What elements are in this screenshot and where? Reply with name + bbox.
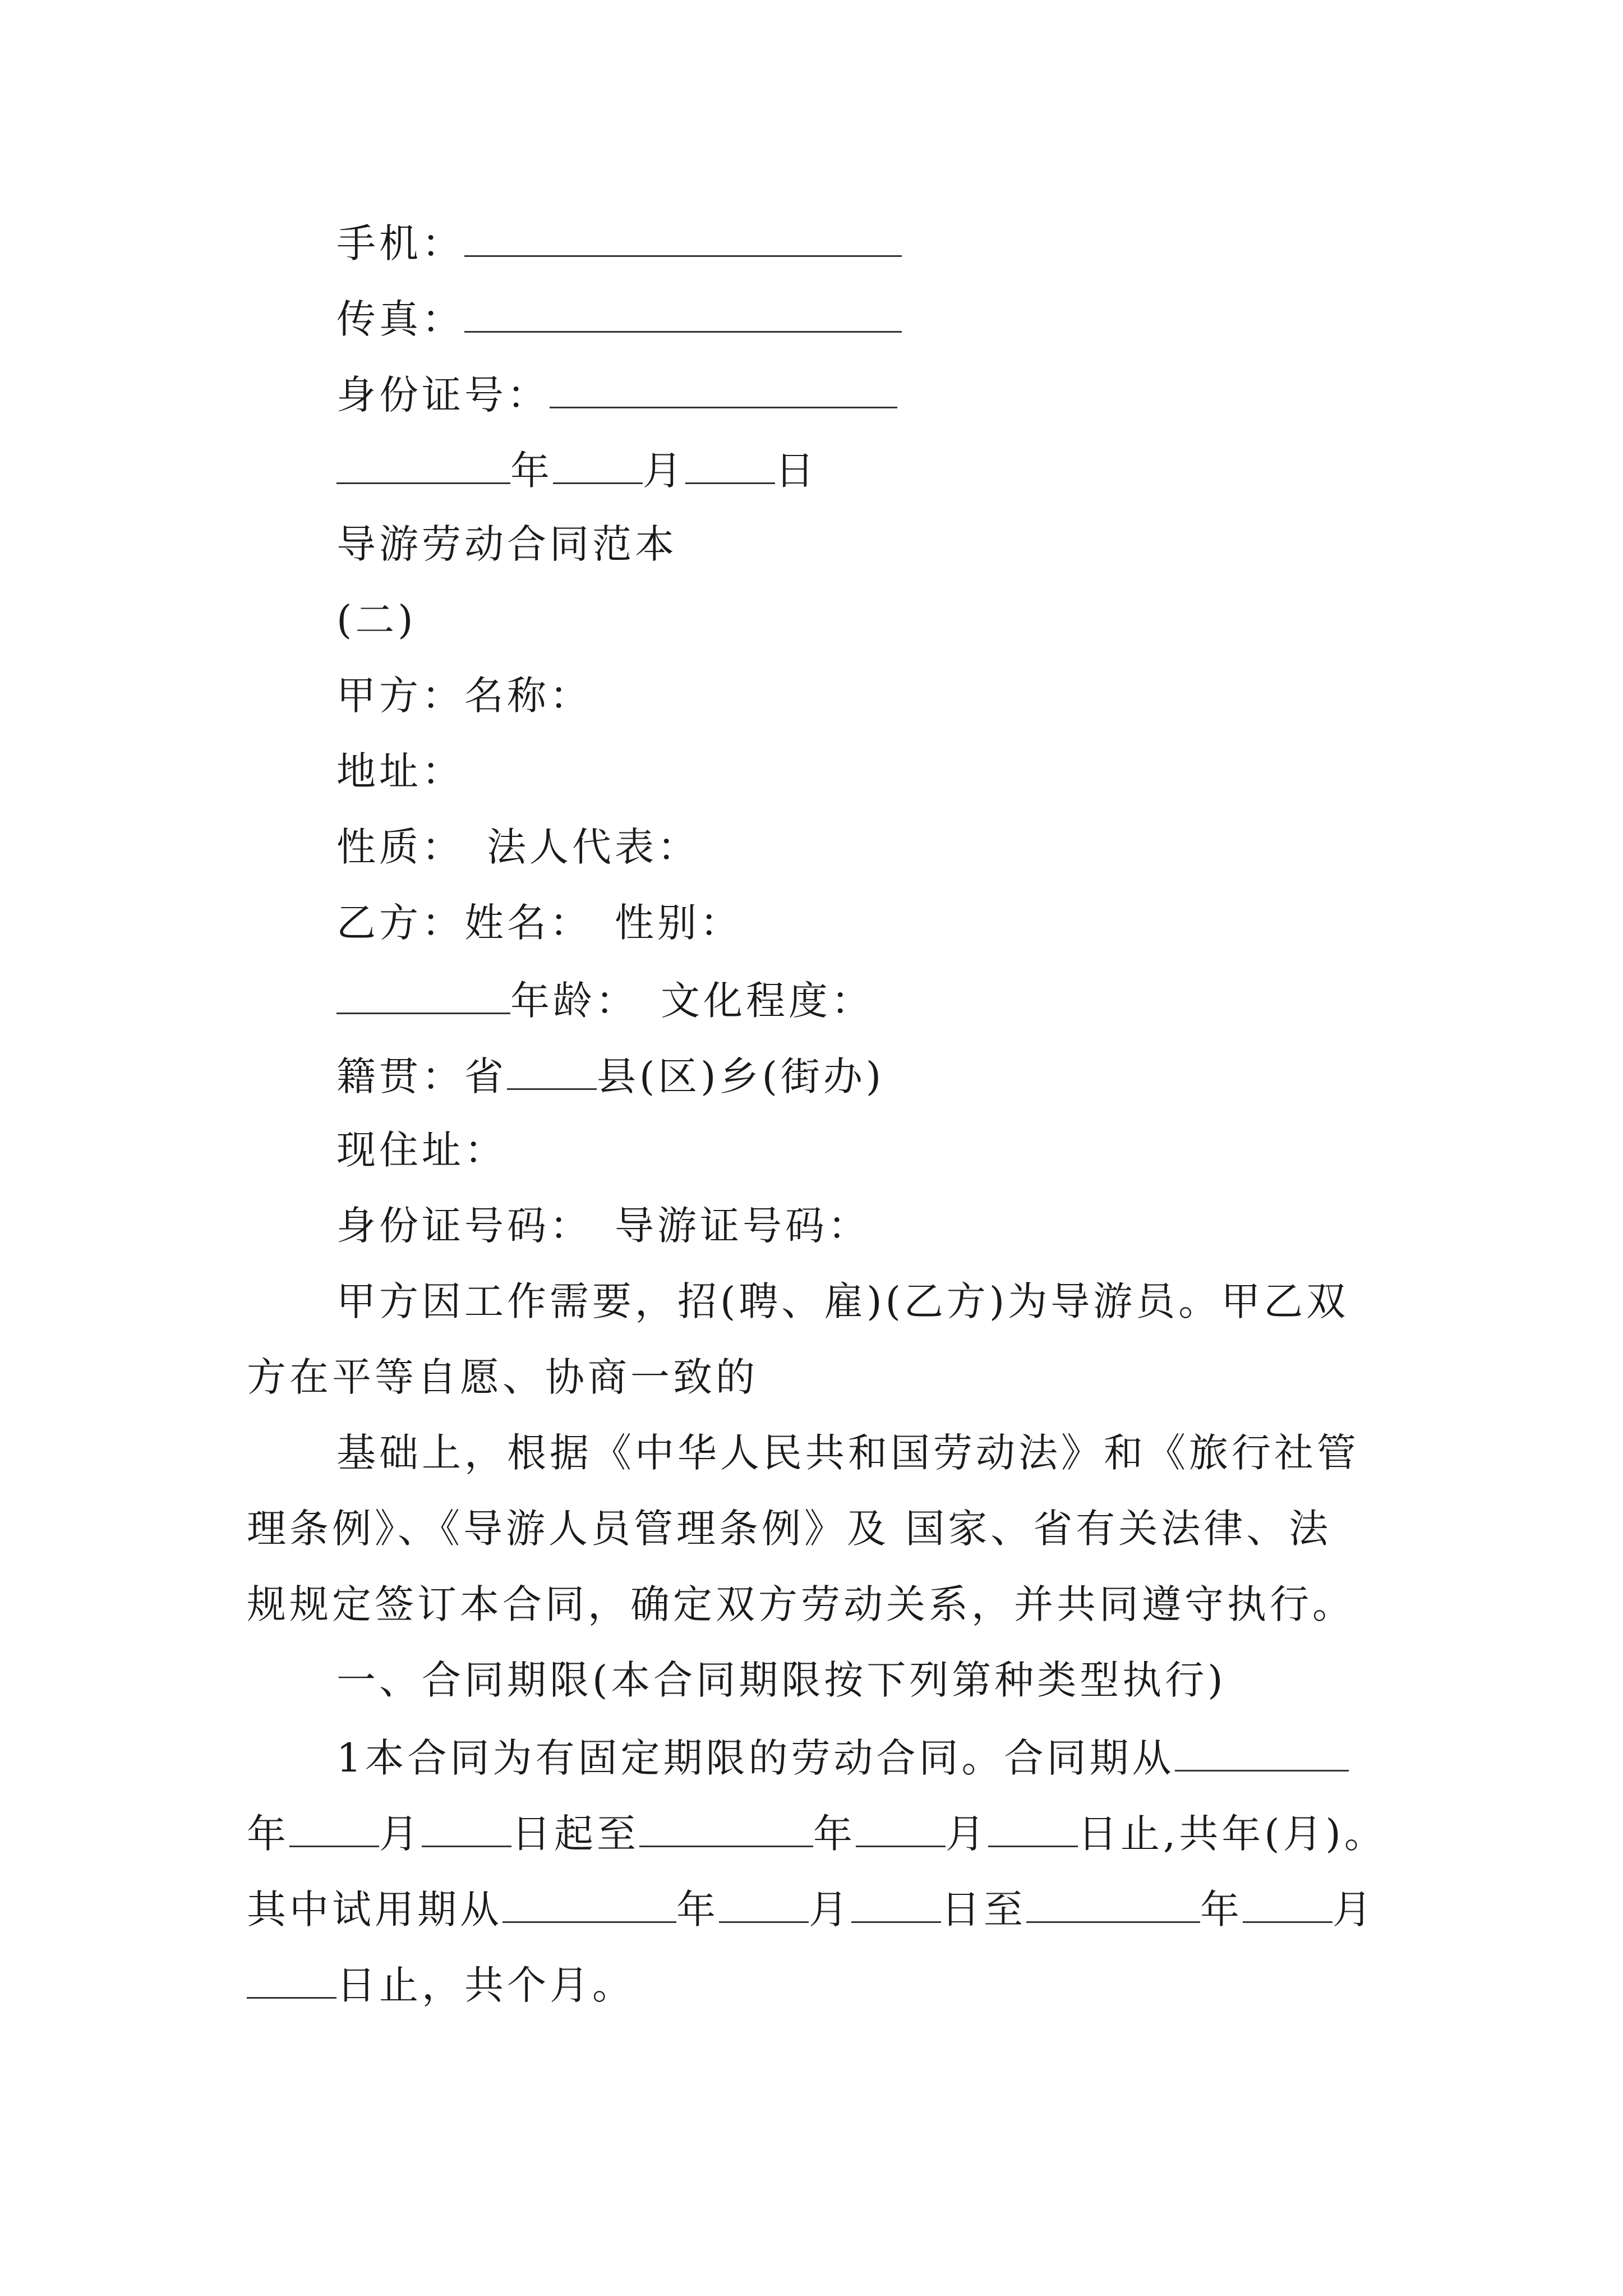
age-blank	[336, 979, 510, 1014]
probation-end-label: 日止，共个月。	[336, 1962, 635, 2008]
fax-label: 传真：	[336, 296, 464, 342]
id-card-label: 身份证号码：	[336, 1203, 592, 1249]
date-line	[336, 448, 818, 494]
day-blank	[685, 449, 775, 484]
guide-card-label: 导游证号码：	[615, 1203, 870, 1249]
to-label: 日至	[941, 1887, 1026, 1932]
year-label: 年	[510, 448, 553, 494]
party-b-line	[336, 900, 743, 946]
gender-label: 性别：	[615, 900, 743, 946]
fax-line	[336, 296, 902, 342]
mobile-label: 手机：	[336, 220, 464, 266]
year-label: 年	[247, 1811, 289, 1857]
id-number-line	[336, 372, 897, 418]
year-label: 年	[1200, 1887, 1243, 1932]
current-address-line: 现住址：	[336, 1127, 507, 1173]
probation-label: 其中试用期从	[247, 1887, 502, 1932]
probation-start-day-blank	[851, 1888, 941, 1923]
paragraph-line: 理条例》、《导游人员管理条例》及 国家、省有关法律、法	[247, 1506, 1332, 1552]
nature-label: 性质：	[336, 824, 464, 870]
probation-end-year-blank	[1026, 1888, 1200, 1923]
start-day-blank	[422, 1812, 511, 1847]
fax-blank	[464, 297, 902, 333]
start-month-blank	[289, 1812, 379, 1847]
term-text: 1本合同为有固定期限的劳动合同。合同期从	[336, 1735, 1175, 1781]
age-label: 年龄：	[510, 978, 638, 1024]
end-month-blank	[856, 1812, 946, 1847]
term-line	[336, 1735, 1349, 1781]
end-day-blank	[988, 1812, 1078, 1847]
party-b-name-label: 乙方：姓名：	[336, 900, 592, 946]
month-blank	[553, 449, 643, 484]
county-blank	[507, 1055, 597, 1090]
native-county-label: 县(区)乡(街办)	[597, 1053, 885, 1099]
education-label: 文化程度：	[661, 978, 874, 1024]
native-province-label: 籍贯：省	[336, 1053, 507, 1099]
start-year-blank	[1175, 1736, 1349, 1772]
probation-line	[247, 1887, 1375, 1932]
probation-end-line	[247, 1962, 635, 2008]
month-label: 月	[946, 1811, 988, 1857]
month-label: 月	[809, 1887, 851, 1932]
start-label: 日起至	[511, 1811, 639, 1857]
contract-title: 导游劳动合同范本	[336, 521, 677, 567]
paragraph-line: 基础上，根据《中华人民共和国劳动法》和《旅行社管	[336, 1430, 1359, 1476]
section-number: (二)	[336, 597, 417, 643]
month-label: 月	[379, 1811, 422, 1857]
term-dates-line	[247, 1811, 1387, 1857]
legal-rep-label: 法人代表：	[487, 824, 700, 870]
id-guide-number-line	[336, 1203, 870, 1249]
probation-start-month-blank	[719, 1888, 809, 1923]
end-year-blank	[639, 1812, 813, 1847]
probation-end-day-blank	[247, 1963, 336, 1999]
native-place-line	[336, 1053, 885, 1099]
address-line: 地址：	[336, 748, 464, 794]
probation-end-month-blank	[1243, 1888, 1332, 1923]
id-number-blank	[550, 373, 897, 408]
year-blank	[336, 449, 510, 484]
nature-line	[336, 824, 700, 870]
id-number-label: 身份证号：	[336, 372, 550, 418]
month-label: 月	[643, 448, 685, 494]
clause-heading: 一、合同期限(本合同期限按下列第种类型执行)	[336, 1657, 1227, 1703]
year-label: 年	[813, 1811, 856, 1857]
probation-start-year-blank	[502, 1888, 676, 1923]
paragraph-line: 方在平等自愿、协商一致的	[247, 1354, 758, 1400]
party-a-name-line: 甲方：名称：	[336, 673, 592, 719]
day-label: 日	[775, 448, 818, 494]
end-label: 日止,共年(月)。	[1078, 1811, 1387, 1857]
age-education-line	[336, 978, 874, 1024]
paragraph-line: 甲方因工作需要，招(聘、雇)(乙方)为导游员。甲乙双	[336, 1278, 1349, 1324]
paragraph-line: 规规定签订本合同，确定双方劳动关系，并共同遵守执行。	[247, 1581, 1355, 1627]
year-label: 年	[676, 1887, 719, 1932]
mobile-blank	[464, 222, 902, 257]
month-label: 月	[1332, 1887, 1375, 1932]
mobile-line	[336, 220, 902, 266]
